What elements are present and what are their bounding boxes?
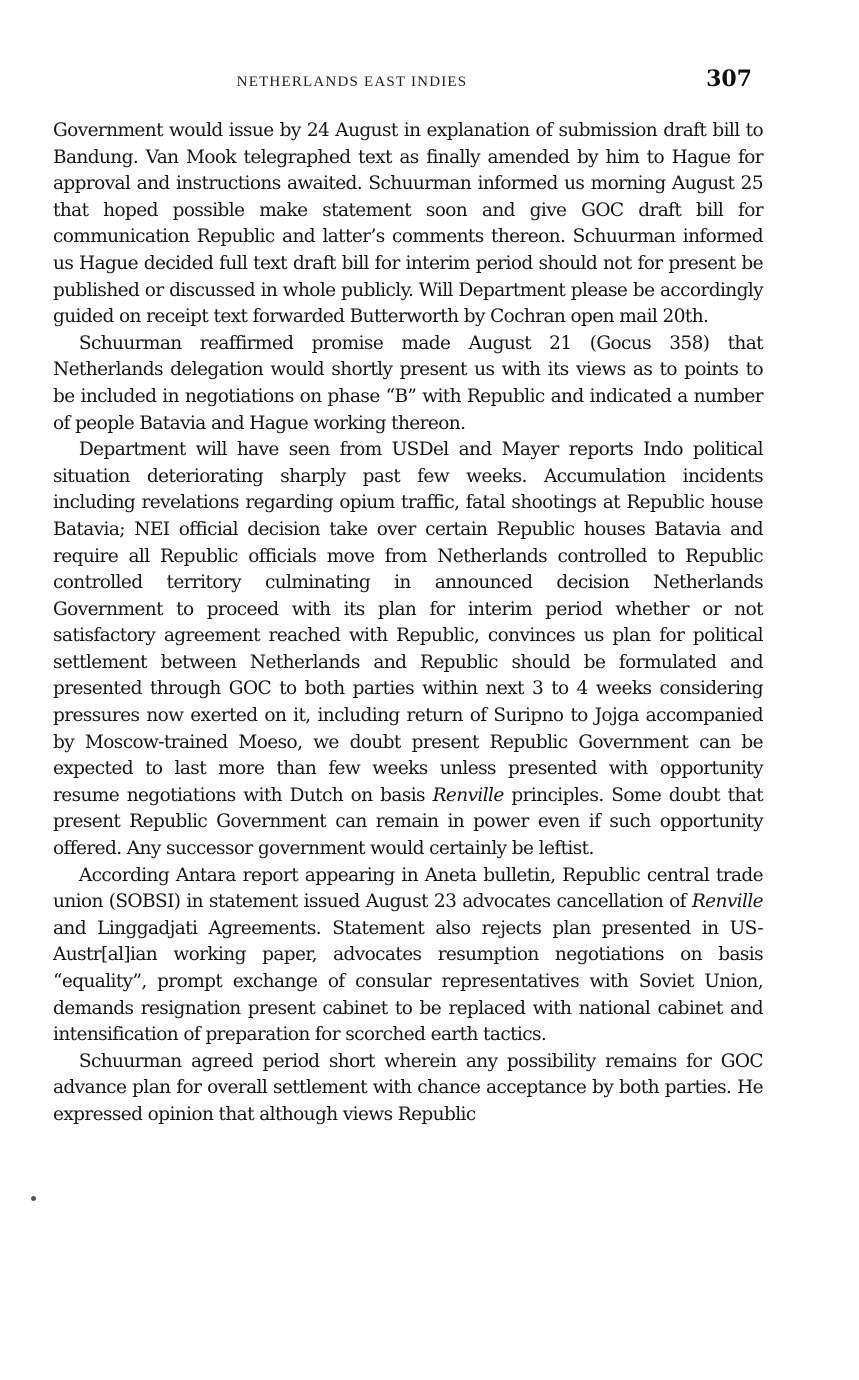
paragraph-5 <box>53 1049 763 1129</box>
paragraph-1-text: Government would issue by 24 August in explanation of submission draft bill to Bandung. Van Mook telegraphed text as finally amended by him to Hague for approval and instructions awaited. Schuurman informed us morning August 25 that hoped possible make statement soon and give GOC draft bill for communication Republic and latter’s comments thereon. Schuurman informed us Hague decided full text draft bill for interim period should not for present be published or discussed in whole publicly. Will Department please be accordingly guided on receipt text forwarded Butterworth by Cochran open mail 20th. <box>53 120 763 328</box>
paragraph-4-text-before: According Antara report appearing in Aneta bulletin, Republic central trade union (SOBSI) in statement issued August 23 advocates cancellation of <box>53 864 763 913</box>
body-text <box>53 118 763 1129</box>
paragraph-3-text-before: Department will have seen from USDel and Mayer reports Indo political situation deteriorating sharply past few weeks. Accumulation incidents including revelations regarding opium traffic, fatal shootings at Republic house Batavia; NEI official decision take over certain Republic houses Batavia and require all Republic officials move from Netherlands controlled to Republic controlled territory culminating in announced decision Netherlands Government to proceed with its plan for interim period whether or not satisfactory agreement reached with Republic, convinces us plan for political settlement between Netherlands and Republic should be formulated and presented through GOC to both parties within next 3 to 4 weeks considering pressures now exerted on it, including return of Suripno to Jojga accompanied by Moscow-trained Moeso, we doubt present Republic Government can be expected to last more than few weeks unless presented with opportunity resume negotiations with Dutch on basis <box>53 439 763 806</box>
paragraph-4-italic-term: Renville <box>691 891 763 913</box>
paragraph-2-text: Schuurman reaffirmed promise made August 21 (Gocus 358) that Netherlands delegation would shortly present us with its views as to points to be included in negotiations on phase “B” with Republic and indicated a number of people Batavia and Hague working thereon. <box>53 332 763 434</box>
paragraph-3 <box>53 437 763 863</box>
paragraph-2 <box>53 331 763 437</box>
paragraph-3-text-after: principles. Some doubt that present Republic Government can remain in power even if such opportunity offered. Any successor government would certainly be leftist. <box>53 784 764 860</box>
paragraph-3-italic-term: Renville <box>432 784 504 806</box>
paragraph-5-text: Schuurman agreed period short wherein any possibility remains for GOC advance plan for overall settlement with chance acceptance by both parties. He expressed opinion that although views Republic <box>53 1050 763 1125</box>
page-number: 307 <box>706 66 752 92</box>
running-head <box>52 66 752 102</box>
paragraph-4-text-after: and Linggadjati Agreements. Statement also rejects plan presented in US-Austr[al]ian working paper, advocates resumption negotiations on basis “equality”, prompt exchange of consular representatives with Soviet Union, demands resignation present cabinet to be replaced with national cabinet and intensification of preparation for scorched earth tactics. <box>53 917 763 1046</box>
paragraph-4 <box>53 863 763 1049</box>
margin-dot-mark <box>31 1196 36 1201</box>
paragraph-1 <box>53 118 763 331</box>
running-title: NETHERLANDS EAST INDIES <box>236 74 468 90</box>
